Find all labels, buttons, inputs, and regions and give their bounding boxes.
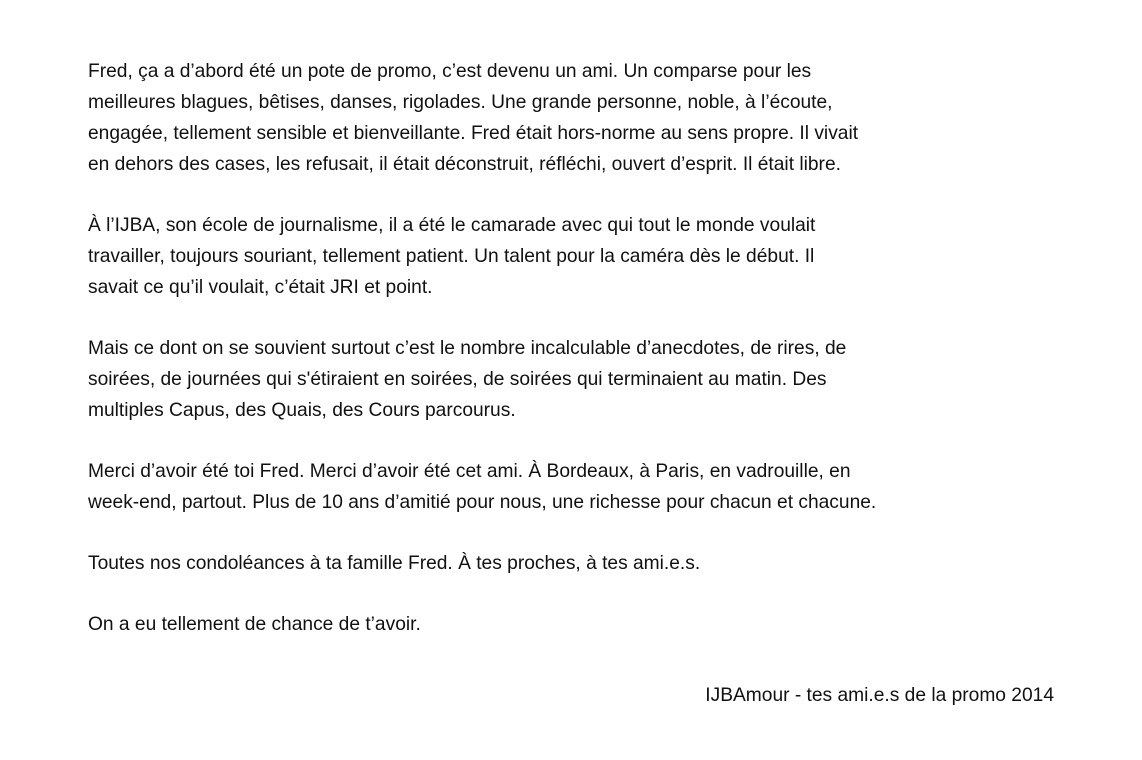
text-line: À l’IJBA, son école de journalisme, il a été le camarade avec qui tout le monde voulait: [88, 215, 816, 236]
text-line: Fred, ça a d’abord été un pote de promo, c’est devenu un ami. Un comparse pour les: [88, 61, 812, 82]
text-line: week-end, partout. Plus de 10 ans d’amitié pour nous, une richesse pour chacun et chacune.: [88, 492, 877, 513]
text-line: Toutes nos condoléances à ta famille Fred. À tes proches, à tes ami.e.s.: [88, 553, 701, 574]
text-line: travailler, toujours souriant, tellement patient. Un talent pour la caméra dès le début. Il: [88, 246, 815, 267]
text-line: soirées, de journées qui s'étiraient en soirées, de soirées qui terminaient au matin. Des: [88, 369, 827, 390]
text-line: On a eu tellement de chance de t’avoir.: [88, 614, 421, 635]
signature: IJBAmour - tes ami.e.s de la promo 2014: [705, 685, 1054, 706]
text-line: Mais ce dont on se souvient surtout c’est le nombre incalculable d’anecdotes, de rires, de: [88, 338, 847, 359]
paragraph-school: [88, 210, 1063, 303]
text-line: Merci d’avoir été toi Fred. Merci d’avoir été cet ami. À Bordeaux, à Paris, en vadrouille, en: [88, 461, 851, 482]
text-line: engagée, tellement sensible et bienveillante. Fred était hors-norme au sens propre. Il vivait: [88, 123, 859, 144]
paragraph-thanks: [88, 456, 1063, 518]
paragraph-memories: [88, 56, 1063, 180]
paragraph-closing: [88, 609, 1063, 640]
text-line: savait ce qu’il voulait, c’était JRI et point.: [88, 277, 433, 298]
paragraph-condolences: [88, 548, 1063, 579]
text-line: meilleures blagues, bêtises, danses, rigolades. Une grande personne, noble, à l’écoute,: [88, 92, 833, 113]
text-line: multiples Capus, des Quais, des Cours parcourus.: [88, 400, 516, 421]
text-line: en dehors des cases, les refusait, il était déconstruit, réfléchi, ouvert d’esprit. Il était libre.: [88, 154, 841, 175]
tribute-text: [88, 56, 1063, 670]
paragraph-anecdotes: [88, 333, 1063, 426]
